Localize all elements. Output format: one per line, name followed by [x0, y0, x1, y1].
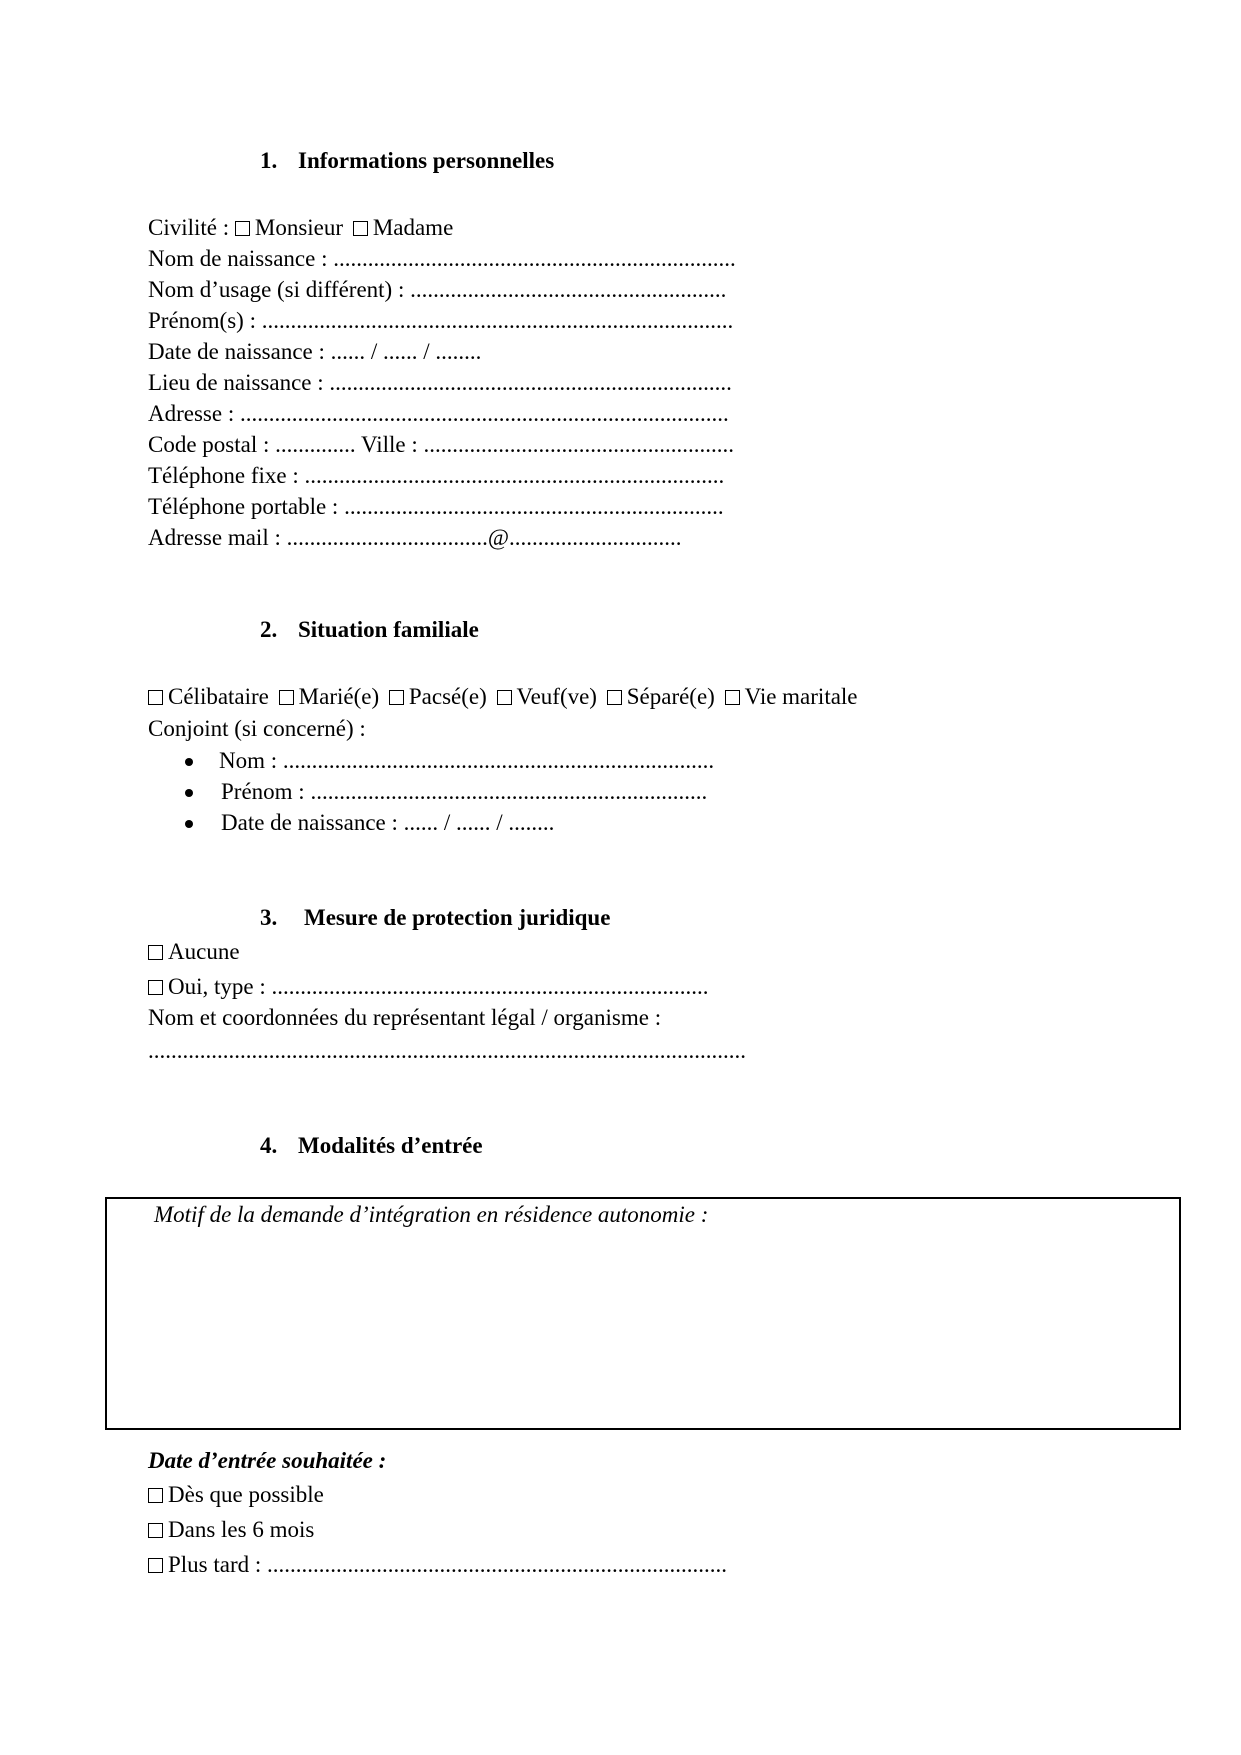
motif-textarea[interactable] [105, 1197, 1181, 1430]
code-postal-label: Code postal : [148, 432, 270, 457]
protection-option-aucune[interactable] [148, 937, 240, 967]
field-leader[interactable]: ...................................................................... [329, 370, 732, 395]
field-leader[interactable]: ......................................................................... [304, 463, 725, 488]
option-celibataire: Célibataire [168, 684, 269, 709]
section-title: Situation familiale [298, 617, 479, 642]
representant-label: Nom et coordonnées du représentant légal / organisme : [148, 1005, 662, 1030]
option-label: Plus tard : [168, 1552, 262, 1577]
section-number: 3. [260, 905, 278, 930]
section-number: 2. [260, 617, 278, 642]
checkbox-dans-6-mois[interactable] [148, 1523, 163, 1538]
civilite-label: Civilité : [148, 215, 230, 240]
ville-label: Ville : [360, 432, 418, 457]
checkbox-des-que-possible[interactable] [148, 1488, 163, 1503]
civilite-row [148, 213, 457, 243]
checkbox-veuf[interactable] [497, 690, 512, 705]
field-leader[interactable]: ............................................................................ [271, 974, 709, 999]
field-label: Téléphone portable : [148, 494, 339, 519]
representant-leader[interactable]: ........................................................................................................ [148, 1038, 746, 1063]
conjoint-field-date-naissance[interactable] [0, 808, 1241, 838]
ville-leader[interactable]: ...................................................... [423, 432, 734, 457]
date-entree-label: Date d’entrée souhaitée : [148, 1448, 387, 1473]
field-leader[interactable]: ..................................................................................... [239, 401, 729, 426]
checkbox-vie-maritale[interactable] [725, 690, 740, 705]
field-leader[interactable]: ...... / ...... / ........ [403, 810, 555, 835]
field-leader[interactable]: .................................................................. [344, 494, 724, 519]
section-heading-informations-personnelles [260, 146, 554, 176]
bullet-icon [185, 789, 193, 797]
field-nom-naissance[interactable] [148, 244, 736, 274]
field-label: Prénom : [221, 779, 305, 804]
situation-options-row [148, 682, 862, 712]
field-prenoms[interactable] [148, 306, 733, 336]
field-leader[interactable]: ................................................................................ [267, 1552, 728, 1577]
field-label: Nom : [219, 748, 278, 773]
option-aucune: Aucune [168, 939, 240, 964]
option-oui-label: Oui, type : [168, 974, 266, 999]
field-label: Adresse : [148, 401, 235, 426]
option-madame: Madame [372, 215, 454, 240]
checkbox-oui[interactable] [148, 980, 163, 995]
option-label: Dans les 6 mois [168, 1517, 315, 1542]
field-label: Adresse mail : [148, 525, 281, 550]
date-option-plus-tard[interactable] [148, 1550, 727, 1580]
field-label: Nom de naissance : [148, 246, 328, 271]
option-veuf: Veuf(ve) [516, 684, 597, 709]
email-leader-local[interactable]: ................................... [286, 525, 488, 550]
field-nom-usage[interactable] [148, 275, 726, 305]
field-label: Lieu de naissance : [148, 370, 324, 395]
field-adresse[interactable] [148, 399, 729, 429]
section-heading-mesure-protection [260, 903, 610, 933]
checkbox-separe[interactable] [607, 690, 622, 705]
field-label: Prénom(s) : [148, 308, 256, 333]
bullet-icon [185, 820, 193, 828]
section-title: Mesure de protection juridique [304, 905, 611, 930]
motif-label: Motif de la demande d’intégration en résidence autonomie : [154, 1202, 709, 1227]
section-title: Modalités d’entrée [298, 1133, 483, 1158]
date-option-des-que-possible[interactable] [148, 1480, 324, 1510]
field-leader[interactable]: ..................................................................... [310, 779, 708, 804]
option-label: Dès que possible [168, 1482, 324, 1507]
field-leader[interactable]: ....................................................... [410, 277, 727, 302]
checkbox-plus-tard[interactable] [148, 1558, 163, 1573]
email-at-sign: @ [487, 525, 510, 550]
checkbox-aucune[interactable] [148, 945, 163, 960]
field-leader[interactable]: ...................................................................... [333, 246, 736, 271]
field-label: Date de naissance : [221, 810, 398, 835]
checkbox-marie[interactable] [279, 690, 294, 705]
field-telephone-fixe[interactable] [148, 461, 724, 491]
section-number: 4. [260, 1133, 278, 1158]
field-adresse-mail[interactable] [148, 523, 682, 553]
bullet-icon [185, 758, 193, 766]
section-title: Informations personnelles [298, 148, 555, 173]
field-label: Nom d’usage (si différent) : [148, 277, 405, 302]
field-leader[interactable]: ...... / ...... / ........ [330, 339, 482, 364]
section-heading-modalites-entree [260, 1131, 483, 1161]
conjoint-label: Conjoint (si concerné) : [148, 716, 366, 741]
option-vie-maritale: Vie maritale [744, 684, 858, 709]
checkbox-madame[interactable] [353, 221, 368, 236]
field-telephone-portable[interactable] [148, 492, 724, 522]
code-postal-leader[interactable]: .............. [275, 432, 356, 457]
field-leader[interactable]: ........................................................................... [282, 748, 715, 773]
checkbox-monsieur[interactable] [235, 221, 250, 236]
conjoint-field-prenom[interactable] [0, 777, 1241, 807]
option-monsieur: Monsieur [254, 215, 344, 240]
field-code-postal-ville[interactable] [148, 430, 734, 460]
date-option-dans-6-mois[interactable] [148, 1515, 314, 1545]
field-label: Téléphone fixe : [148, 463, 299, 488]
field-date-naissance[interactable] [148, 337, 481, 367]
field-lieu-naissance[interactable] [148, 368, 732, 398]
option-separe: Séparé(e) [626, 684, 715, 709]
section-number: 1. [260, 148, 278, 173]
checkbox-celibataire[interactable] [148, 690, 163, 705]
checkbox-pacse[interactable] [389, 690, 404, 705]
option-pacse: Pacsé(e) [408, 684, 487, 709]
field-leader[interactable]: .................................................................................. [261, 308, 734, 333]
email-leader-domain[interactable]: .............................. [509, 525, 682, 550]
section-heading-situation-familiale [260, 615, 479, 645]
conjoint-field-nom[interactable] [0, 746, 1241, 776]
protection-option-oui[interactable] [148, 972, 709, 1002]
option-marie: Marié(e) [298, 684, 380, 709]
field-label: Date de naissance : [148, 339, 325, 364]
